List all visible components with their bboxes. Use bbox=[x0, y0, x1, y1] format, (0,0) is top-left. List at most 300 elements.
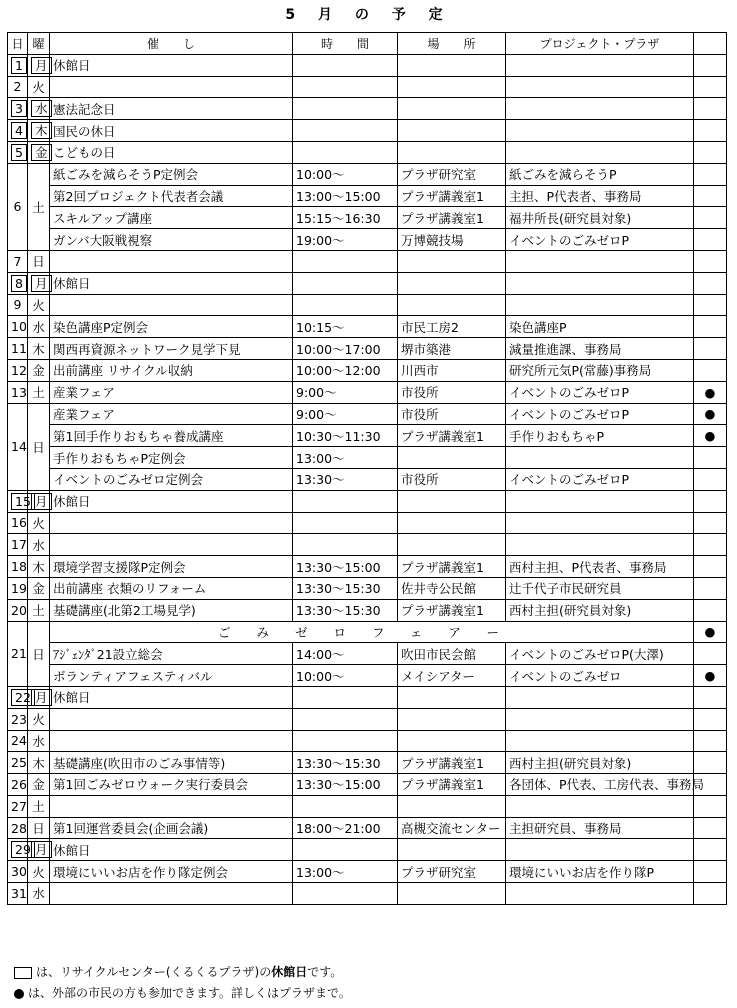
cell-day bbox=[8, 338, 28, 360]
header-dow: 曜 bbox=[28, 33, 50, 55]
cell-mark bbox=[694, 795, 727, 817]
table-row bbox=[8, 141, 727, 163]
dow-value: 日 bbox=[32, 821, 45, 837]
cell-dow bbox=[28, 490, 50, 512]
cell-time bbox=[293, 883, 398, 905]
cell-mark: ● bbox=[694, 381, 727, 403]
table-row bbox=[8, 817, 727, 839]
table-row bbox=[8, 534, 727, 556]
cell-dow bbox=[28, 795, 50, 817]
dow-value: 水 bbox=[32, 733, 45, 749]
cell-time: 13:00～ bbox=[293, 447, 398, 469]
cell-dow bbox=[28, 381, 50, 403]
table-row bbox=[8, 316, 727, 338]
legend-closed-bold: 休館日 bbox=[271, 965, 308, 979]
cell-place bbox=[398, 76, 506, 98]
cell-event: 第1回ごみゼロウォーク実行委員会 bbox=[50, 774, 293, 796]
cell-project bbox=[506, 141, 694, 163]
cell-day bbox=[8, 774, 28, 796]
cell-event: 関西再資源ネットワーク見学下見 bbox=[50, 338, 293, 360]
header-place: 場 所 bbox=[398, 33, 506, 55]
cell-dow bbox=[28, 730, 50, 752]
day-value: 15 bbox=[11, 493, 35, 510]
cell-mark bbox=[694, 359, 727, 381]
cell-project bbox=[506, 708, 694, 730]
cell-time: 13:30～15:00 bbox=[293, 556, 398, 578]
cell-project bbox=[506, 272, 694, 294]
cell-dow bbox=[28, 686, 50, 708]
cell-time bbox=[293, 708, 398, 730]
cell-time: 10:00～ bbox=[293, 163, 398, 185]
cell-mark bbox=[694, 468, 727, 490]
cell-project bbox=[506, 76, 694, 98]
cell-day bbox=[8, 512, 28, 534]
cell-day bbox=[8, 98, 28, 120]
cell-day bbox=[8, 250, 28, 272]
cell-mark bbox=[694, 817, 727, 839]
cell-time: 10:30～11:30 bbox=[293, 425, 398, 447]
cell-event bbox=[50, 795, 293, 817]
legend-mark bbox=[14, 984, 351, 1001]
table-row bbox=[8, 795, 727, 817]
table-row bbox=[8, 686, 727, 708]
cell-time: 10:00～ bbox=[293, 665, 398, 687]
schedule-table bbox=[7, 32, 727, 905]
dow-value: 土 bbox=[32, 799, 45, 815]
cell-dow bbox=[28, 752, 50, 774]
cell-event: 環境学習支援隊P定例会 bbox=[50, 556, 293, 578]
cell-project bbox=[506, 534, 694, 556]
dow-value: 金 bbox=[32, 363, 45, 379]
cell-time bbox=[293, 490, 398, 512]
table-row bbox=[8, 338, 727, 360]
cell-mark bbox=[694, 54, 727, 76]
dow-value: 水 bbox=[32, 537, 45, 553]
cell-place bbox=[398, 294, 506, 316]
dow-value: 火 bbox=[32, 297, 45, 313]
cell-event bbox=[50, 512, 293, 534]
cell-time bbox=[293, 272, 398, 294]
cell-mark bbox=[694, 686, 727, 708]
cell-place: プラザ講義室1 bbox=[398, 774, 506, 796]
cell-place bbox=[398, 120, 506, 142]
cell-project: イベントのごみゼロP bbox=[506, 468, 694, 490]
cell-day bbox=[8, 359, 28, 381]
cell-event bbox=[50, 534, 293, 556]
cell-time bbox=[293, 795, 398, 817]
day-value: 27 bbox=[11, 798, 27, 814]
cell-project: 紙ごみを減らそうP bbox=[506, 163, 694, 185]
cell-place: メイシアター bbox=[398, 665, 506, 687]
table-row bbox=[8, 54, 727, 76]
day-value: 23 bbox=[11, 711, 27, 727]
day-value: 7 bbox=[13, 253, 22, 269]
cell-day bbox=[8, 490, 31, 512]
day-value: 19 bbox=[11, 580, 27, 596]
cell-time bbox=[293, 294, 398, 316]
cell-dow bbox=[28, 294, 50, 316]
cell-day bbox=[8, 577, 28, 599]
cell-project bbox=[506, 490, 694, 512]
dow-value: 火 bbox=[32, 79, 45, 95]
cell-place: プラザ講義室1 bbox=[398, 207, 506, 229]
cell-mark bbox=[694, 512, 727, 534]
table-row bbox=[8, 185, 727, 207]
day-value: 4 bbox=[11, 122, 27, 139]
header-time: 時 間 bbox=[293, 33, 398, 55]
cell-day bbox=[8, 556, 28, 578]
cell-dow bbox=[28, 316, 50, 338]
table-row bbox=[8, 839, 727, 861]
cell-day bbox=[8, 534, 28, 556]
table-row bbox=[8, 272, 727, 294]
cell-place bbox=[398, 534, 506, 556]
table-row bbox=[8, 752, 727, 774]
cell-place: プラザ講義室1 bbox=[398, 425, 506, 447]
table-row bbox=[8, 556, 727, 578]
closed-box-icon bbox=[14, 967, 32, 979]
legend-closed-post: です。 bbox=[307, 965, 343, 979]
dow-value: 木 bbox=[32, 341, 45, 357]
cell-event: 第1回手作りおもちゃ養成講座 bbox=[50, 425, 293, 447]
cell-project bbox=[506, 294, 694, 316]
table-row bbox=[8, 229, 727, 251]
legend-closed bbox=[14, 963, 342, 980]
cell-place: 高槻交流センター bbox=[398, 817, 506, 839]
dow-value: 土 bbox=[32, 199, 45, 215]
header-project: プロジェクト・プラザ bbox=[506, 33, 694, 55]
legend-closed-pre: は、リサイクルセンター(くるくるプラザ)の bbox=[36, 965, 272, 979]
page-title: 5 月 の 予 定 bbox=[285, 7, 452, 23]
cell-time: 10:00～12:00 bbox=[293, 359, 398, 381]
dow-value: 水 bbox=[31, 100, 52, 117]
cell-mark bbox=[694, 643, 727, 665]
table-row bbox=[8, 163, 727, 185]
cell-project bbox=[506, 686, 694, 708]
cell-project bbox=[506, 98, 694, 120]
cell-time: 13:30～ bbox=[293, 468, 398, 490]
cell-day bbox=[8, 839, 31, 861]
cell-project: 辻千代子市民研究員 bbox=[506, 577, 694, 599]
cell-place: プラザ講義室1 bbox=[398, 599, 506, 621]
cell-time: 9:00～ bbox=[293, 403, 398, 425]
cell-project: イベントのごみゼロP(大澤) bbox=[506, 643, 694, 665]
cell-time: 15:15～16:30 bbox=[293, 207, 398, 229]
cell-project: 環境にいいお店を作り隊P bbox=[506, 861, 694, 883]
day-value: 9 bbox=[13, 297, 22, 313]
cell-mark bbox=[694, 534, 727, 556]
cell-place bbox=[398, 730, 506, 752]
day-value: 17 bbox=[11, 537, 27, 553]
cell-day bbox=[8, 861, 28, 883]
cell-time: 13:30～15:30 bbox=[293, 599, 398, 621]
cell-dow bbox=[28, 817, 50, 839]
cell-mark bbox=[694, 556, 727, 578]
cell-event: 休館日 bbox=[50, 686, 293, 708]
cell-day bbox=[8, 120, 28, 142]
cell-place: 市役所 bbox=[398, 381, 506, 403]
table-row bbox=[8, 468, 727, 490]
cell-day bbox=[8, 76, 28, 98]
header-row bbox=[8, 33, 727, 55]
cell-day bbox=[8, 708, 28, 730]
cell-dow bbox=[28, 272, 50, 294]
table-row bbox=[8, 207, 727, 229]
dow-value: 日 bbox=[32, 646, 45, 662]
day-value: 24 bbox=[11, 733, 27, 749]
day-value: 5 bbox=[11, 144, 27, 161]
cell-event bbox=[50, 883, 293, 905]
dow-value: 金 bbox=[32, 777, 45, 793]
day-value: 12 bbox=[11, 362, 27, 378]
cell-mark bbox=[694, 141, 727, 163]
day-value: 21 bbox=[11, 646, 27, 662]
cell-day bbox=[8, 599, 28, 621]
cell-place: プラザ講義室1 bbox=[398, 556, 506, 578]
cell-project: 主担、P代表者、事務局 bbox=[506, 185, 694, 207]
cell-event: 基礎講座(北第2工場見学) bbox=[50, 599, 293, 621]
cell-place: 市役所 bbox=[398, 403, 506, 425]
cell-event bbox=[50, 708, 293, 730]
table-row bbox=[8, 250, 727, 272]
cell-dow bbox=[28, 359, 50, 381]
cell-project: 各団体、P代表、工房代表、事務局 bbox=[506, 774, 694, 796]
cell-time bbox=[293, 120, 398, 142]
cell-mark bbox=[694, 730, 727, 752]
cell-event: こどもの日 bbox=[50, 141, 293, 163]
cell-mark bbox=[694, 163, 727, 185]
cell-event: 紙ごみを減らそうP定例会 bbox=[50, 163, 293, 185]
cell-event: 基礎講座(吹田市のごみ事情等) bbox=[50, 752, 293, 774]
day-value: 11 bbox=[11, 341, 27, 357]
dow-value: 金 bbox=[31, 144, 52, 161]
cell-project bbox=[506, 120, 694, 142]
cell-place bbox=[398, 512, 506, 534]
cell-day bbox=[8, 795, 28, 817]
cell-mark: ● bbox=[694, 425, 727, 447]
cell-dow bbox=[28, 512, 50, 534]
cell-time: 13:30～15:00 bbox=[293, 774, 398, 796]
cell-project bbox=[506, 730, 694, 752]
cell-time: 14:00～ bbox=[293, 643, 398, 665]
dow-value: 日 bbox=[32, 439, 45, 455]
cell-time bbox=[293, 76, 398, 98]
cell-day bbox=[8, 141, 28, 163]
table-row bbox=[8, 577, 727, 599]
cell-time bbox=[293, 512, 398, 534]
day-value: 14 bbox=[11, 439, 27, 455]
table-row bbox=[8, 643, 727, 665]
cell-dow bbox=[28, 54, 50, 76]
cell-dow bbox=[28, 861, 50, 883]
cell-place: プラザ講義室1 bbox=[398, 752, 506, 774]
cell-mark bbox=[694, 599, 727, 621]
dow-value: 月 bbox=[31, 841, 52, 858]
cell-event: 産業フェア bbox=[50, 381, 293, 403]
cell-event: 第1回運営委員会(企画会議) bbox=[50, 817, 293, 839]
dow-value: 月 bbox=[31, 275, 52, 292]
cell-mark bbox=[694, 98, 727, 120]
cell-time: 13:00～15:00 bbox=[293, 185, 398, 207]
day-value: 3 bbox=[11, 100, 27, 117]
cell-dow bbox=[28, 577, 50, 599]
cell-project: 研究所元気P(常藤)事務局 bbox=[506, 359, 694, 381]
dow-value: 火 bbox=[32, 864, 45, 880]
cell-dow bbox=[28, 338, 50, 360]
cell-dow bbox=[28, 556, 50, 578]
schedule-body bbox=[8, 33, 727, 905]
cell-day bbox=[8, 381, 28, 403]
cell-project: イベントのごみゼロ bbox=[506, 665, 694, 687]
cell-time: 13:00～ bbox=[293, 861, 398, 883]
cell-mark bbox=[694, 207, 727, 229]
day-value: 31 bbox=[11, 885, 27, 901]
day-value: 29 bbox=[11, 841, 35, 858]
cell-mark bbox=[694, 272, 727, 294]
dow-value: 木 bbox=[31, 122, 52, 139]
cell-day bbox=[8, 403, 28, 490]
cell-event: 第2回プロジェクト代表者会議 bbox=[50, 185, 293, 207]
cell-place: 吹田市民会館 bbox=[398, 643, 506, 665]
dow-value: 土 bbox=[32, 385, 45, 401]
cell-dow bbox=[28, 120, 50, 142]
day-value: 1 bbox=[11, 57, 27, 74]
day-value: 10 bbox=[11, 319, 27, 335]
cell-event: イベントのごみゼロ定例会 bbox=[50, 468, 293, 490]
cell-project bbox=[506, 512, 694, 534]
cell-project: イベントのごみゼロP bbox=[506, 403, 694, 425]
legend-mark-text: は、外部の市民の方も参加できます。詳しくはプラザまで。 bbox=[28, 986, 351, 1000]
cell-time: 18:00～21:00 bbox=[293, 817, 398, 839]
table-row bbox=[8, 599, 727, 621]
cell-place bbox=[398, 272, 506, 294]
cell-day bbox=[8, 621, 28, 686]
table-row bbox=[8, 425, 727, 447]
table-row bbox=[8, 76, 727, 98]
cell-event: 出前講座 リサイクル収納 bbox=[50, 359, 293, 381]
table-row bbox=[8, 774, 727, 796]
cell-project: イベントのごみゼロP bbox=[506, 381, 694, 403]
cell-time bbox=[293, 839, 398, 861]
cell-time: 9:00～ bbox=[293, 381, 398, 403]
cell-dow bbox=[28, 839, 50, 861]
cell-place bbox=[398, 490, 506, 512]
day-value: 28 bbox=[11, 820, 27, 836]
cell-dow bbox=[28, 98, 50, 120]
cell-dow bbox=[28, 708, 50, 730]
cell-day bbox=[8, 817, 28, 839]
cell-dow bbox=[28, 534, 50, 556]
filled-circle-icon bbox=[14, 989, 24, 999]
fair-banner: ごみゼロフェアー bbox=[50, 621, 694, 643]
dow-value: 火 bbox=[32, 515, 45, 531]
cell-place bbox=[398, 708, 506, 730]
cell-dow bbox=[28, 403, 50, 490]
table-row bbox=[8, 120, 727, 142]
cell-project bbox=[506, 447, 694, 469]
cell-mark bbox=[694, 861, 727, 883]
cell-mark bbox=[694, 338, 727, 360]
cell-event bbox=[50, 294, 293, 316]
day-value: 13 bbox=[11, 384, 27, 400]
cell-event: 休館日 bbox=[50, 490, 293, 512]
cell-time bbox=[293, 686, 398, 708]
cell-dow bbox=[28, 76, 50, 98]
day-value: 6 bbox=[13, 199, 22, 215]
day-value: 30 bbox=[11, 864, 27, 880]
cell-place bbox=[398, 141, 506, 163]
cell-project bbox=[506, 795, 694, 817]
table-row bbox=[8, 621, 727, 643]
cell-mark bbox=[694, 708, 727, 730]
cell-dow bbox=[28, 163, 50, 250]
cell-dow bbox=[28, 621, 50, 686]
cell-day bbox=[8, 272, 28, 294]
cell-place bbox=[398, 686, 506, 708]
dow-value: 水 bbox=[32, 319, 45, 335]
cell-event: 手作りおもちゃP定例会 bbox=[50, 447, 293, 469]
cell-mark: ● bbox=[694, 665, 727, 687]
cell-event: 休館日 bbox=[50, 839, 293, 861]
cell-event: 休館日 bbox=[50, 54, 293, 76]
cell-day bbox=[8, 730, 28, 752]
day-value: 20 bbox=[11, 602, 27, 618]
table-row bbox=[8, 403, 727, 425]
cell-time bbox=[293, 54, 398, 76]
table-row bbox=[8, 730, 727, 752]
table-row bbox=[8, 512, 727, 534]
cell-day bbox=[8, 163, 28, 250]
cell-mark bbox=[694, 185, 727, 207]
table-row bbox=[8, 883, 727, 905]
cell-mark bbox=[694, 229, 727, 251]
cell-project bbox=[506, 839, 694, 861]
cell-event: 国民の休日 bbox=[50, 120, 293, 142]
cell-place: 市役所 bbox=[398, 468, 506, 490]
cell-place: プラザ研究室 bbox=[398, 861, 506, 883]
day-value: 18 bbox=[11, 559, 27, 575]
cell-place: 佐井寺公民館 bbox=[398, 577, 506, 599]
cell-place bbox=[398, 54, 506, 76]
cell-mark bbox=[694, 250, 727, 272]
cell-event: ボランティアフェスティバル bbox=[50, 665, 293, 687]
header-day: 日 bbox=[8, 33, 28, 55]
cell-place: 堺市築港 bbox=[398, 338, 506, 360]
cell-mark bbox=[694, 752, 727, 774]
cell-event bbox=[50, 250, 293, 272]
cell-place: 万博競技場 bbox=[398, 229, 506, 251]
cell-day bbox=[8, 316, 28, 338]
cell-project: 西村主担(研究員対象) bbox=[506, 599, 694, 621]
cell-project: 西村主担(研究員対象) bbox=[506, 752, 694, 774]
cell-event bbox=[50, 76, 293, 98]
cell-event: スキルアップ講座 bbox=[50, 207, 293, 229]
cell-time: 13:30～15:30 bbox=[293, 577, 398, 599]
table-row bbox=[8, 447, 727, 469]
cell-place bbox=[398, 839, 506, 861]
cell-project bbox=[506, 883, 694, 905]
cell-time: 10:00～17:00 bbox=[293, 338, 398, 360]
table-row bbox=[8, 98, 727, 120]
dow-value: 日 bbox=[32, 254, 45, 270]
cell-time bbox=[293, 250, 398, 272]
cell-day bbox=[8, 883, 28, 905]
cell-project: 減量推進課、事務局 bbox=[506, 338, 694, 360]
cell-mark bbox=[694, 447, 727, 469]
cell-dow bbox=[28, 774, 50, 796]
cell-mark bbox=[694, 316, 727, 338]
cell-project bbox=[506, 250, 694, 272]
